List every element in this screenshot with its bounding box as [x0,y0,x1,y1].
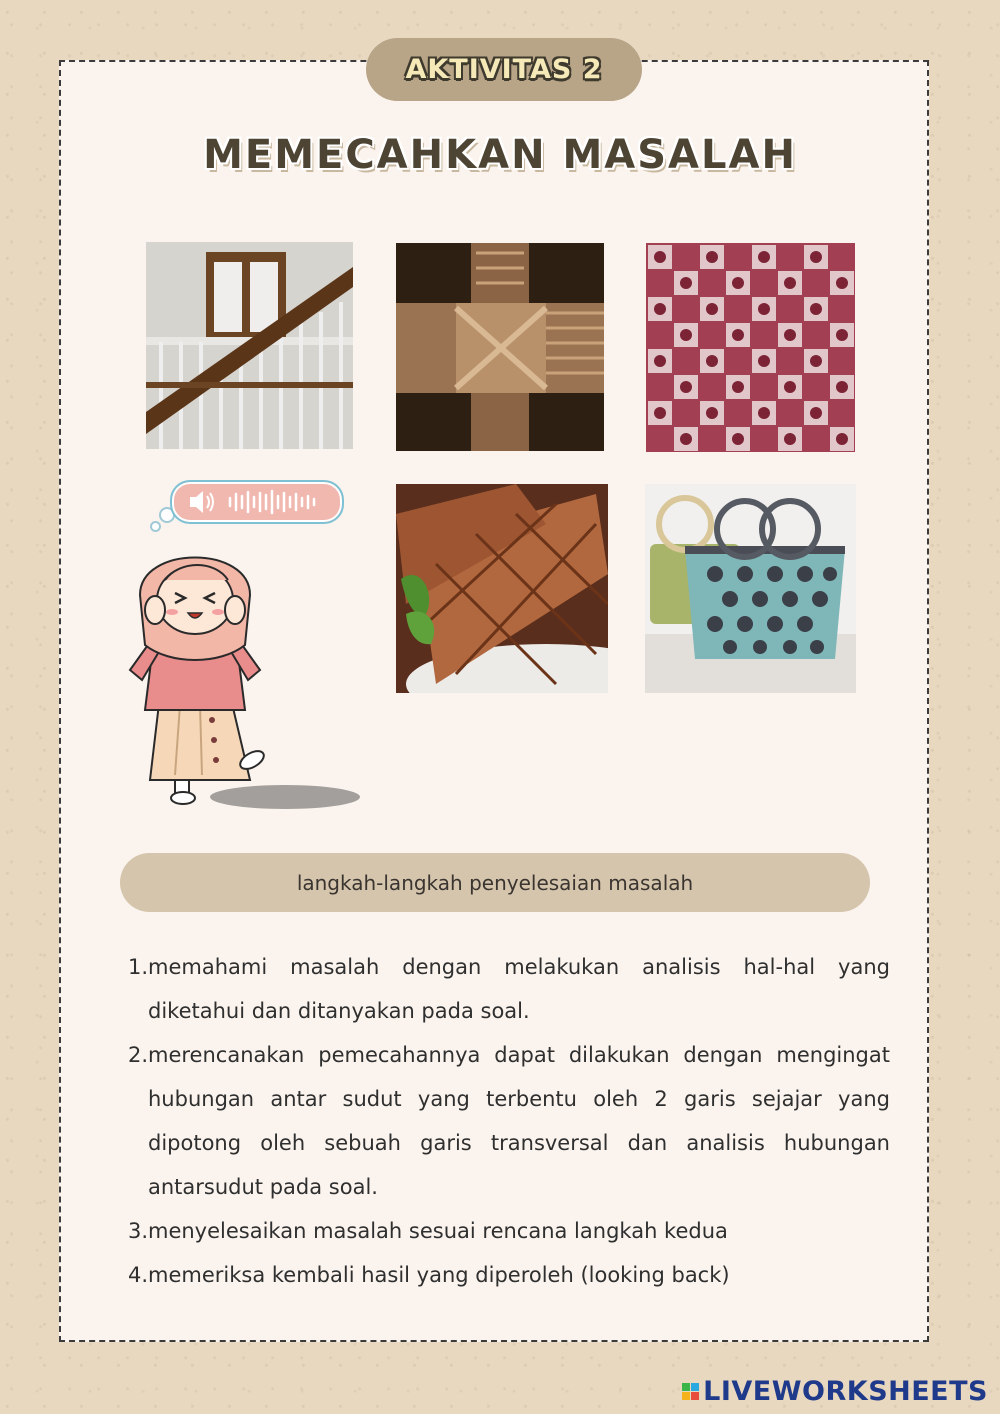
activity-label: AKTIVITAS 2 [366,38,642,101]
woven-bag-photo [645,484,856,693]
step-number: 2. [127,1043,148,1067]
step-number: 3. [127,1219,148,1243]
step-text: memahami masalah dengan melakukan analisis hal-hal yang diketahui dan ditanyakan pada soal. [148,955,890,1023]
thought-dot-small [150,521,161,532]
steps-list [120,945,890,1297]
page-title: MEMECAHKAN MASALAH [203,132,797,178]
step-item [120,1209,890,1253]
liveworksheets-logo[interactable] [682,1375,988,1407]
stair-railing-photo [146,242,353,449]
steps-heading: langkah-langkah penyelesaian masalah [120,853,870,912]
step-item [120,945,890,1033]
grilled-food-photo [396,484,608,693]
batik-cloth-photo [646,243,855,452]
step-text: memeriksa kembali hasil yang diperoleh (looking back) [148,1263,730,1287]
hijab-girl-illustration [120,535,360,820]
step-text: merencanakan pemecahannya dapat dilakukan dengan mengingat hubungan antar sudut yang terbentu oleh 2 garis sejajar yang dipotong oleh sebuah garis transversal dan analisis hubungan antarsudut pada soal. [148,1043,890,1199]
speaker-icon [190,491,213,513]
audio-play-button[interactable] [170,480,344,524]
brand-name: LIVEWORKSHEETS [703,1375,988,1407]
step-number: 1. [127,955,148,979]
step-item [120,1033,890,1209]
rattan-joint-photo [396,243,604,451]
step-number: 4. [127,1263,148,1287]
step-item [120,1253,890,1297]
liveworksheets-icon [682,1383,699,1400]
waveform-icon [230,491,314,513]
step-text: menyelesaikan masalah sesuai rencana langkah kedua [148,1219,728,1243]
